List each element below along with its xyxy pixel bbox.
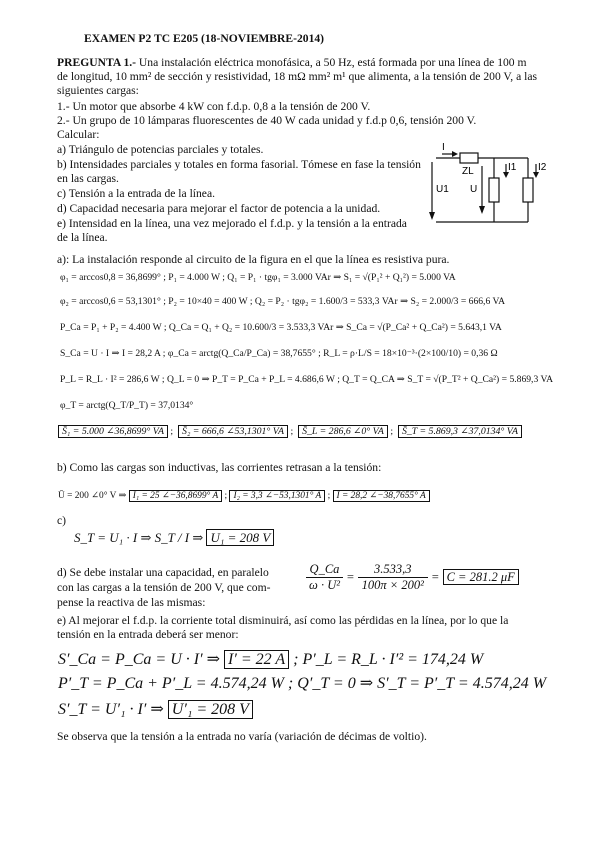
result-i: Ī = 28,2 ∠−38,7655° A xyxy=(333,490,430,502)
result-improved-current: I′ = 22 A xyxy=(224,650,289,669)
circuit-label-i1: I1 xyxy=(508,162,517,173)
solution-a-heading: a): La instalación responde al circuito de la figura en el que la línea es resistiva pura. xyxy=(57,253,450,266)
equation-total-loads: P_Ca = P₁ + P₂ = 4.400 W ; Q_Ca = Q₁ + Q₂ = 10.600/3 = 3.533,3 VAr ⇒ S_Ca = √(P_Ca² + Q_Ca²) = 5.643,1 VA xyxy=(60,322,502,333)
equation-load1: φ₁ = arccos0,8 = 36,8699° ; P₁ = 4.000 W ; Q₁ = P₁ · tgφ₁ = 3.000 VAr ⇒ S₁ = √(P₁² + Q₁²) = 5.000 VA xyxy=(60,272,456,283)
solution-e-line2: tensión en la entrada deberá ser menor: xyxy=(57,628,239,641)
u-arrow-icon xyxy=(479,206,485,214)
result-capacitance: C = 281.2 μF xyxy=(443,569,519,585)
result-sl: S̄_L = 286,6 ∠0° VA xyxy=(298,425,388,438)
question-intro-text: Una instalación eléctrica monofásica, a 50 Hz, está formada por una línea de 100 m xyxy=(136,56,527,69)
separator-2: ; xyxy=(327,491,331,501)
item-c: c) Tensión a la entrada de la línea. xyxy=(57,187,215,200)
fraction-symbolic xyxy=(306,562,343,593)
question-intro-line3: siguientes cargas: xyxy=(57,84,139,97)
item-a: a) Triángulo de potencias parciales y totales. xyxy=(57,143,264,156)
result-u1: U₁ = 208 V xyxy=(206,529,274,546)
equals-sign-1: = xyxy=(346,570,355,584)
fraction-symbolic-bottom: ω · U² xyxy=(309,578,340,592)
solution-e-row2: P′_T = P_Ca + P′_L = 4.574,24 W ; Q′_T = 0 ⇒ S′_T = P′_T = 4.574,24 W xyxy=(58,675,547,692)
solution-d-line1: d) Se debe instalar una capacidad, en paralelo xyxy=(57,566,269,579)
question-intro-line1 xyxy=(57,56,527,69)
load-2: 2.- Un grupo de 10 lámparas fluorescentes de 40 W cada unidad y f.d.p 0,6, tensión 200 V. xyxy=(57,114,477,127)
result-improved-voltage: U′₁ = 208 V xyxy=(168,700,253,719)
equation-current-resistance: S_Ca = U · I ⇒ I = 28,2 A ; φ_Ca = arctg(Q_Ca/P_Ca) = 38,7655° ; R_L = ρ·L/S = 18×10⁻³·(2×100/10) = 0,36 Ω xyxy=(60,348,498,359)
result-st: S̄_T = 5.869,3 ∠37,0134° VA xyxy=(398,425,522,438)
solution-e-row3 xyxy=(58,700,253,720)
current-arrow-icon xyxy=(452,151,458,157)
circuit-label-i2: I2 xyxy=(538,162,547,173)
solution-d-line2: con las cargas a la tensión de 200 V, que com- xyxy=(57,581,271,594)
solution-c-label: c) xyxy=(57,514,67,527)
equation-line-losses: P_L = R_L · I² = 286,6 W ; Q_L = 0 ⇒ P_T = P_Ca + P_L = 4.686,6 W ; Q_T = Q_CA ⇒ S_T = √(P_T² + Q_Ca²) = 5.869,3 VA xyxy=(60,374,554,385)
power-results-row: S̄₁ = 5.000 ∠36,8699° VA ; S̄₂ = 666,6 ∠53,1301° VA ; S̄_L = 286,6 ∠0° VA ; S̄_T = 5.869,3 ∠37,0134° VA xyxy=(58,426,522,438)
improved-voltage-formula: S′_T = U′₁ · I′ ⇒ xyxy=(58,701,164,718)
solution-e-row1 xyxy=(58,650,483,670)
item-e-line1: e) Intensidad en la línea, una vez mejorado el f.d.p. y la tensión a la entrada xyxy=(57,217,407,230)
calc-label: Calcular: xyxy=(57,128,100,141)
currents-row xyxy=(58,490,430,502)
solution-c-formula: S_T = U₁ · I ⇒ S_T / I ⇒ xyxy=(74,530,204,545)
separator-1: ; xyxy=(224,491,228,501)
fraction-numeric xyxy=(358,562,428,593)
circuit-label-zl: ZL xyxy=(462,166,474,177)
circuit-label-u: U xyxy=(470,184,478,195)
page-title: EXAMEN P2 TC E205 (18-NOVIEMBRE-2014) xyxy=(84,32,325,45)
circuit-diagram xyxy=(428,140,558,232)
load-1: 1.- Un motor que absorbe 4 kW con f.d.p. 0,8 a la tensión de 200 V. xyxy=(57,100,371,113)
circuit-label-i: I xyxy=(442,142,445,153)
item-d: d) Capacidad necesaria para mejorar el factor de potencia a la unidad. xyxy=(57,202,381,215)
equation-total-angle: φ_T = arctg(Q_T/P_T) = 37,0134° xyxy=(60,400,194,411)
fraction-numeric-top: 3.533,3 xyxy=(358,562,428,578)
capacitor-formula xyxy=(306,562,519,593)
solution-e-line1: e) Al mejorar el f.d.p. la corriente total disminuirá, así como las pérdidas en la línea, por lo que la xyxy=(57,614,509,627)
improved-current-formula: S′_Ca = P_Ca = U · I′ ⇒ xyxy=(58,651,220,668)
conclusion: Se observa que la tensión a la entrada no varía (variación de décimas de voltio). xyxy=(57,730,427,743)
result-i2: Ī₂ = 3,3 ∠−53,1301° A xyxy=(229,490,325,502)
improved-line-losses: ; P′_L = R_L · I′² = 174,24 W xyxy=(293,651,484,668)
question-label: PREGUNTA 1.- xyxy=(57,56,137,69)
u1-arrow-icon xyxy=(429,212,435,220)
circuit-label-u1: U1 xyxy=(436,184,449,195)
voltage-phasor: Ū = 200 ∠0° V ⇒ xyxy=(58,491,127,501)
question-intro-line2: de longitud, 10 mm² de sección y resistividad, 18 mΩ mm² m¹ que alimenta, a la tensión de 200 V, a las xyxy=(57,70,538,83)
result-s1: S̄₁ = 5.000 ∠36,8699° VA xyxy=(58,425,168,438)
solution-d-line3: pense la reactiva de las mismas: xyxy=(57,596,206,609)
result-s2: S̄₂ = 666,6 ∠53,1301° VA xyxy=(178,425,288,438)
equals-sign-2: = xyxy=(431,570,440,584)
fraction-symbolic-top: Q_Ca xyxy=(306,562,343,578)
item-e-line2: de la línea. xyxy=(57,231,108,244)
solution-b-heading: b) Como las cargas son inductivas, las corrientes retrasan a la tensión: xyxy=(57,461,382,474)
item-b-line2: en las cargas. xyxy=(57,172,119,185)
solution-c-equation xyxy=(74,530,274,546)
equation-load2: φ₂ = arccos0,6 = 53,1301° ; P₂ = 10×40 = 400 W ; Q₂ = P₂ · tgφ₂ = 1.600/3 = 533,3 VAr ⇒ S₂ = 2.000/3 = 666,6 VA xyxy=(60,296,506,307)
fraction-numeric-bottom: 100π × 200² xyxy=(361,578,424,592)
item-b-line1: b) Intensidades parciales y totales en forma fasorial. Tómese en fase la tensión xyxy=(57,158,421,171)
result-i1: Ī₁ = 25 ∠−36,8699° A xyxy=(129,490,222,502)
